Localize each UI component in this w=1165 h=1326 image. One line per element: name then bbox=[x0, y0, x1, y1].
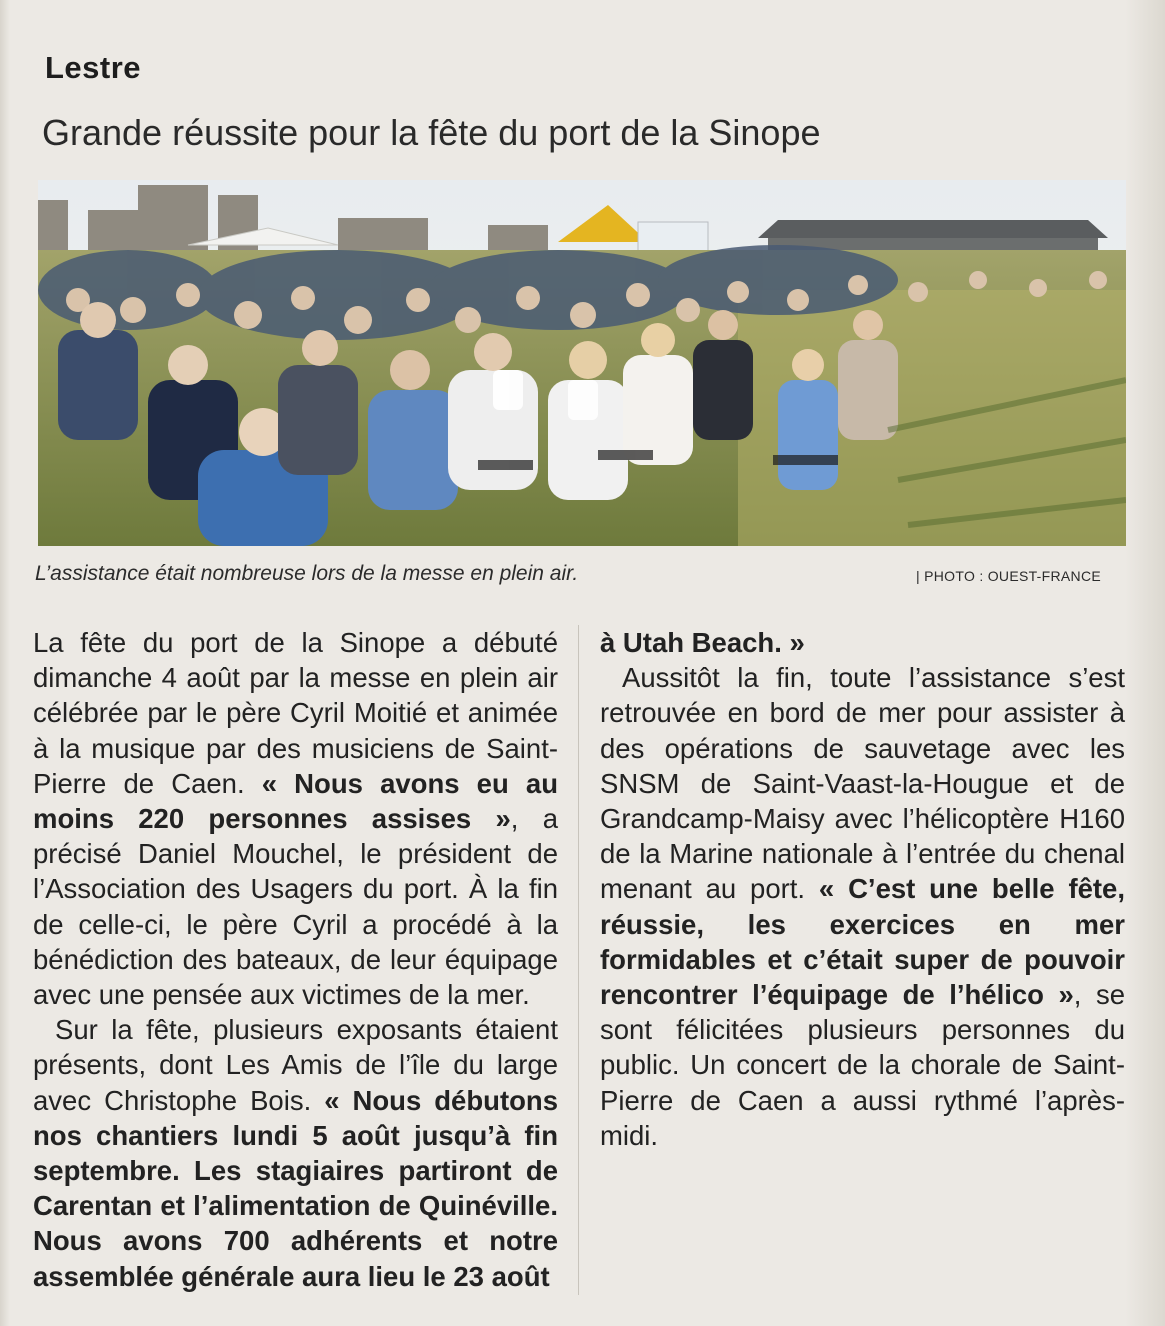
quote-chantiers-continued: à Utah Beach. » bbox=[600, 627, 805, 658]
paragraph-1 bbox=[33, 625, 558, 1012]
article-headline: Grande réussite pour la fête du port de la Sinope bbox=[42, 112, 821, 153]
paragraph-1-text-a: La fête du port de la Sinope a débuté dimanche 4 août par la messe en plein air célébrée par le père Cyril Moitié et animée à la musique par des musiciens de Saint-Pierre de Caen. bbox=[33, 627, 558, 799]
article-photo bbox=[38, 180, 1126, 546]
rubric-town: Lestre bbox=[45, 50, 142, 85]
quote-fete: « C’est une belle fête, réussie, les exercices en mer formidables et c’était super de pouvoir rencontrer l’équipage de l’hélico » bbox=[600, 873, 1125, 1011]
quote-chantiers: « Nous débutons nos chantiers lundi 5 août jusqu’à fin septembre. Les stagiaires partiront de Carentan et l’alimentation de Quinéville. Nous avons 700 adhérents et notre assemblée générale aura lieu le 23 août bbox=[33, 1084, 558, 1292]
paragraph-2-text-a: Sur la fête, plusieurs exposants étaient présents, dont Les Amis de l’île du large avec Christophe Bois. bbox=[33, 1014, 558, 1116]
paragraph-2 bbox=[33, 1012, 558, 1294]
paragraph-1-text-b: , a précisé Daniel Mouchel, le président de l’Association des Usagers du port. À la fin de celle-ci, le père Cyril a procédé à la bénédiction des bateaux, de leur équipage avec une pensée aux victimes de la mer. bbox=[33, 803, 558, 1011]
photo-caption: L’assistance était nombreuse lors de la messe en plein air. bbox=[35, 562, 579, 585]
quote-attendance: « Nous avons eu au moins 220 personnes assises » bbox=[33, 767, 559, 835]
crowd-photo-illustration bbox=[38, 180, 1126, 546]
photo-credit: | PHOTO : OUEST-FRANCE bbox=[916, 568, 1101, 584]
page-right-edge bbox=[1125, 0, 1165, 1326]
article-column-left bbox=[33, 625, 558, 1294]
paragraph-2-continued bbox=[600, 625, 1125, 660]
article-column-right bbox=[600, 625, 1125, 1153]
page-left-edge bbox=[0, 0, 10, 1326]
paragraph-3-text-a: Aussitôt la fin, toute l’assistance s’est retrouvée en bord de mer pour assister à des opérations de sauvetage avec les SNSM de Saint-Vaast-la-Hougue et de Grandcamp-Maisy avec l’hélicoptère H160 de la Marine nationale à l’entrée du chenal menant au port. bbox=[600, 662, 1125, 905]
column-divider bbox=[578, 625, 579, 1295]
paragraph-3-text-b: , se sont félicitées plusieurs personnes du public. Un concert de la chorale de Saint-Pierre de Caen a aussi rythmé l’après-midi. bbox=[600, 979, 1125, 1151]
paragraph-3 bbox=[600, 660, 1125, 1153]
